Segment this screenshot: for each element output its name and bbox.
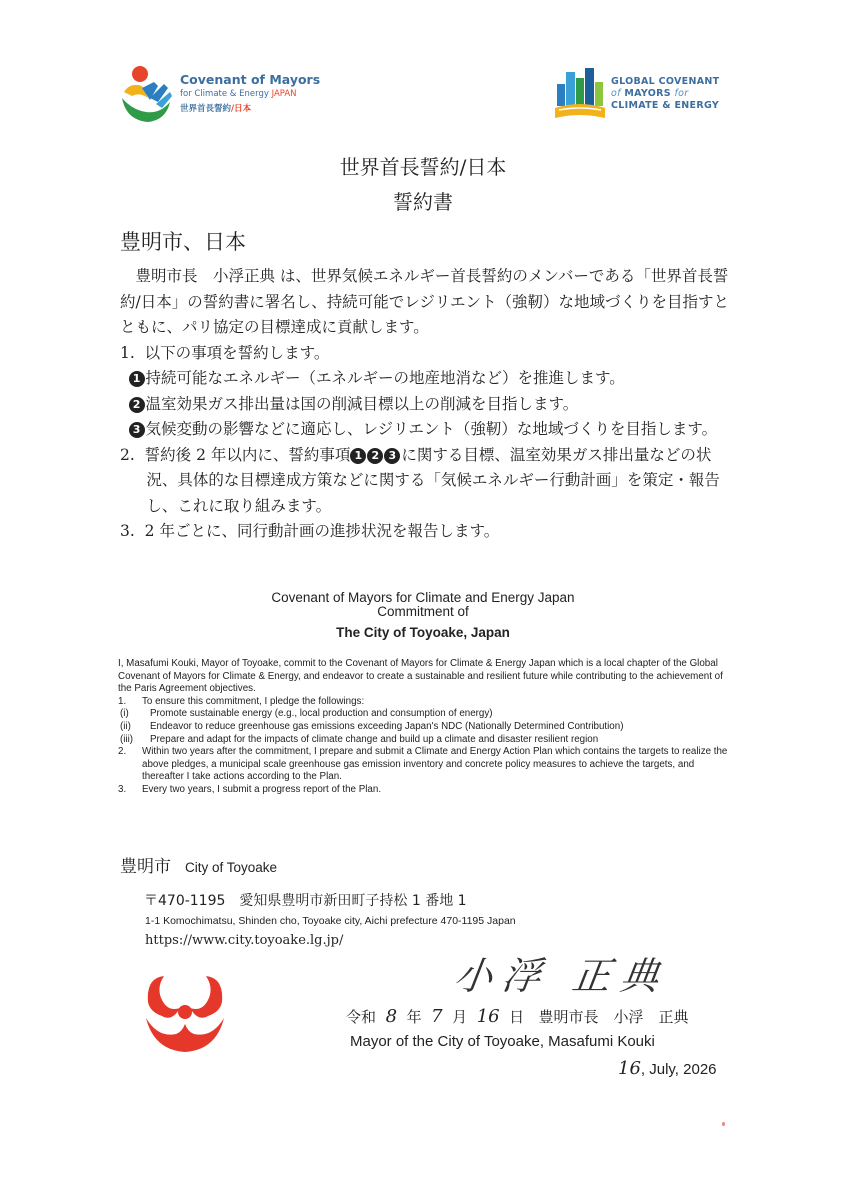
jp-subitem-2 — [120, 392, 730, 418]
jp-subitem-2-text: 温室効果ガス排出量は国の削減目標以上の削減を目指します。 — [145, 394, 579, 413]
mayor-name-en: Mayor of the City of Toyoake, Masafumi Kouki — [350, 1033, 655, 1050]
date-jp-year: 8 — [385, 1006, 398, 1027]
en-item-3-number: 3. — [118, 783, 127, 795]
jp-item-3-number: 3. — [120, 522, 135, 540]
date-jp-mayor-title: 豊明市長 小浮 正典 — [538, 1008, 689, 1026]
document-subtitle-jp: 誓約書 — [393, 190, 453, 214]
jp-intro-paragraph: 豊明市長 小浮正典 は、世界気候エネルギー首長誓約のメンバーである「世界首長誓約/日本」の誓約書に署名し、持続可能でレジリエント（強靭）な地域づくりを目指すとともに、パリ協定の目標達成に貢献します。 — [120, 267, 730, 336]
jp-item-2-text-b: に関する目標、温室効果ガス排出量などの状況、具体的な目標達成方策などに関する「気候エネルギー行動計画」を策定・報告し、これに取り組みます。 — [146, 445, 720, 515]
global-covenant-logo — [553, 64, 743, 124]
date-jp-year-unit: 年 — [406, 1008, 422, 1026]
logo-right-mayors: MAYORS — [620, 88, 675, 99]
date-en-rest: , July, 2026 — [640, 1061, 717, 1078]
en-item-1-number: 1. — [118, 695, 127, 707]
en-heading-line1: Covenant of Mayors for Climate and Energy Japan — [271, 590, 575, 605]
logo-left-jp — [180, 102, 251, 114]
jp-item-2-text-a: 誓約後 2 年以内に、誓約事項 — [144, 445, 351, 464]
logo-right-of: of — [611, 88, 621, 99]
logo-left-subtitle-japan: JAPAN — [271, 89, 297, 99]
jp-commitment-body — [120, 264, 730, 545]
en-subitem-iii-number: (iii) — [120, 733, 134, 745]
mayor-signature: 小浮 正典 — [451, 954, 672, 998]
date-jp-era: 令和 — [346, 1008, 377, 1026]
en-item-1 — [118, 696, 728, 709]
date-jp-day-unit: 日 — [509, 1008, 525, 1026]
jp-item-3 — [120, 519, 730, 545]
stray-mark — [722, 1122, 725, 1126]
logo-left-jp-suffix: /日本 — [231, 104, 252, 114]
circled-number-2-icon: 2 — [367, 448, 383, 464]
en-subitem-iii-text: Prepare and adapt for the impacts of climate change and build up a climate and disaster resilient region — [150, 733, 599, 745]
covenant-of-mayors-japan-logo — [120, 62, 320, 126]
jp-item-2 — [120, 443, 730, 520]
date-en — [618, 1058, 717, 1079]
circled-number-1-icon: 1 — [129, 371, 145, 387]
jp-item-1 — [120, 341, 730, 367]
logo-right-line1: GLOBAL COVENANT — [611, 76, 720, 87]
en-subitem-i — [118, 708, 728, 721]
en-item-3 — [118, 784, 728, 797]
footer-city — [120, 852, 277, 877]
en-subitem-ii-number: (ii) — [120, 720, 131, 732]
date-jp — [346, 1006, 688, 1027]
en-subitem-i-number: (i) — [120, 708, 129, 720]
circled-number-1-icon: 1 — [350, 448, 366, 464]
covenant-hand-logo-icon — [120, 62, 176, 126]
date-jp-month: 7 — [431, 1006, 443, 1027]
jp-item-1-number: 1. — [120, 343, 135, 362]
jp-subitem-3 — [120, 417, 730, 443]
jp-subitem-1-text: 持続可能なエネルギー（エネルギーの地産地消など）を推進します。 — [145, 369, 625, 387]
date-jp-day: 16 — [476, 1006, 500, 1027]
en-item-3-text: Every two years, I submit a progress report of the Plan. — [142, 783, 382, 795]
city-skyline-logo-icon — [553, 64, 607, 122]
document-title-jp: 世界首長誓約/日本 — [339, 155, 507, 179]
jp-item-3-text: 2 年ごとに、同行動計画の進捗状況を報告します。 — [144, 522, 500, 540]
logo-left-jp-main: 世界首長誓約 — [180, 104, 232, 114]
en-item-2-number: 2. — [118, 746, 127, 758]
en-item-1-text: To ensure this commitment, I pledge the followings: — [142, 695, 365, 707]
footer-city-jp: 豊明市 — [120, 857, 171, 877]
logo-right-line2 — [611, 88, 688, 99]
jp-item-1-text: 以下の事項を誓約します。 — [144, 343, 330, 362]
toyoake-city-seal-icon — [142, 972, 228, 1054]
en-subitem-iii — [118, 734, 728, 747]
en-item-2-text: Within two years after the commitment, I prepare and submit a Climate and Energy Action Plan which contains the targets to realize the above pledges, a municipal scale greenhouse gas emission inventory and concrete policy measures to achieve the targets, and thereafter I take actions according to the Plan. — [142, 746, 728, 783]
logo-left-title: Covenant of Mayors — [180, 72, 321, 87]
city-heading: 豊明市、日本 — [120, 230, 246, 254]
circled-number-3-icon: 3 — [129, 422, 145, 438]
date-en-day: 16 — [618, 1058, 641, 1079]
en-subitem-i-text: Promote sustainable energy (e.g., local production and consumption of energy) — [150, 708, 493, 720]
en-item-2 — [118, 746, 728, 784]
en-intro-paragraph: I, Masafumi Kouki, Mayor of Toyoake, commit to the Covenant of Mayors for Climate & Energy Japan which is a local chapter of the Global Covenant of Mayors for Climate & Energy, and endeavor to create a sustainable and resilient future while contributing to the achievement of the Paris Agreement objectives. — [118, 658, 723, 695]
jp-subitem-3-text: 気候変動の影響などに適応し、レジリエント（強靭）な地域づくりを目指します。 — [145, 420, 718, 438]
logo-right-line3: CLIMATE & ENERGY — [611, 100, 720, 111]
city-website-link[interactable]: https://www.city.toyoake.lg.jp/ — [145, 933, 344, 948]
jp-item-2-number: 2. — [120, 445, 135, 464]
en-commitment-body — [118, 658, 728, 797]
en-subitem-ii — [118, 721, 728, 734]
logo-left-subtitle — [180, 89, 297, 99]
en-heading-line2: Commitment of — [377, 604, 469, 619]
footer-city-en: City of Toyoake — [185, 860, 278, 875]
logo-left-subtitle-en: for Climate & Energy — [180, 89, 272, 99]
en-heading-city: The City of Toyoake, Japan — [336, 625, 510, 640]
date-jp-month-unit: 月 — [452, 1008, 468, 1026]
en-subitem-ii-text: Endeavor to reduce greenhouse gas emissions exceeding Japan's NDC (Nationally Determined Contribution) — [150, 720, 624, 732]
jp-subitem-1 — [120, 366, 730, 392]
address-en: 1-1 Komochimatsu, Shinden cho, Toyoake city, Aichi prefecture 470-1195 Japan — [145, 915, 516, 927]
circled-number-3-icon: 3 — [384, 448, 400, 464]
address-jp: 〒470-1195 愛知県豊明市新田町子持松 1 番地 1 — [144, 893, 467, 909]
logo-right-for: for — [674, 88, 689, 99]
circled-number-2-icon: 2 — [129, 397, 145, 413]
